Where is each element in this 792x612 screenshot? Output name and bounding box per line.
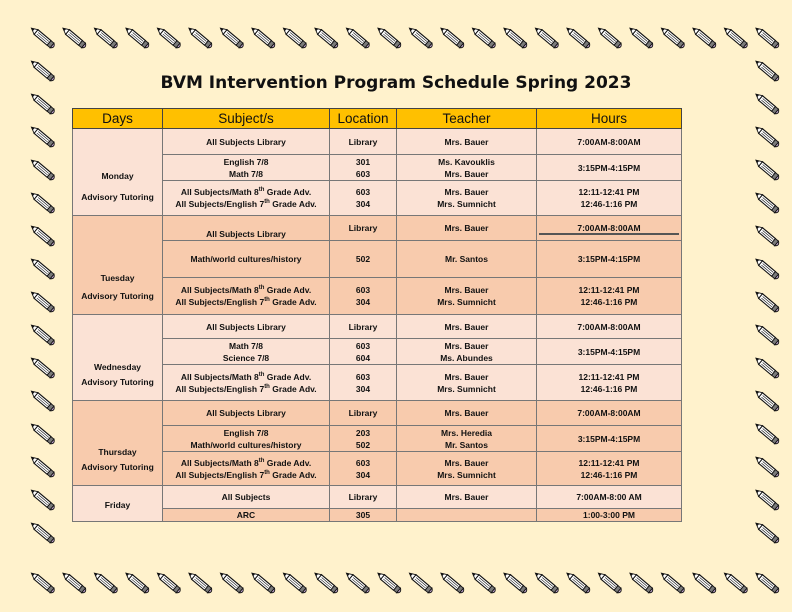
subject-cell: All Subjects/Math 8th Grade Adv. All Subjects/English 7th Grade Adv.: [163, 278, 330, 315]
header-location: Location: [330, 109, 397, 129]
pencil-icon: [754, 158, 780, 181]
teacher-cell: Mrs. Bauer Ms. Abundes: [397, 339, 537, 365]
pencil-icon: [29, 290, 55, 313]
table-row: [73, 401, 682, 426]
subject-cell: English 7/8 Math 7/8: [163, 155, 330, 181]
location-cell: Library: [330, 401, 397, 426]
pencil-icon: [61, 26, 87, 49]
pencil-icon: [565, 26, 591, 49]
hours-cell: 7:00AM-8:00AM: [537, 216, 682, 241]
pencil-icon: [754, 191, 780, 214]
pencil-icon: [502, 26, 528, 49]
day-label: Friday: [104, 500, 131, 510]
hours-cell: 7:00AM-8:00AM: [537, 401, 682, 426]
subject-cell: English 7/8 Math/world cultures/history: [163, 426, 330, 452]
pencil-icon: [470, 571, 496, 594]
pencil-icon: [313, 571, 339, 594]
location-cell: 203 502: [330, 426, 397, 452]
pencil-icon: [470, 26, 496, 49]
pencil-icon: [29, 257, 55, 280]
pencil-icon: [29, 191, 55, 214]
pencil-icon: [754, 488, 780, 511]
pencil-icon: [250, 571, 276, 594]
location-cell: Library: [330, 486, 397, 509]
teacher-cell: Mr. Santos: [397, 241, 537, 278]
table-row: [73, 315, 682, 339]
advisory-label: Advisory Tutoring: [81, 291, 154, 301]
subject-cell: Math 7/8 Science 7/8: [163, 339, 330, 365]
pencil-icon: [218, 26, 244, 49]
subject-cell: All Subjects/Math 8th Grade Adv. All Subjects/English 7th Grade Adv.: [163, 452, 330, 486]
pencil-icon: [754, 455, 780, 478]
header-subjects: Subject/s: [163, 109, 330, 129]
location-cell: Library: [330, 129, 397, 155]
pencil-icon: [722, 26, 748, 49]
pencil-icon: [155, 26, 181, 49]
pencil-icon: [754, 521, 780, 544]
pencil-icon: [29, 125, 55, 148]
pencil-icon: [691, 571, 717, 594]
location-cell: 603 304: [330, 365, 397, 401]
pencil-icon: [29, 571, 55, 594]
teacher-cell: Mrs. Bauer: [397, 129, 537, 155]
pencil-icon: [754, 389, 780, 412]
pencil-icon: [754, 571, 780, 594]
pencil-icon: [502, 571, 528, 594]
advisory-label: Advisory Tutoring: [81, 462, 154, 472]
pencil-icon: [754, 92, 780, 115]
teacher-cell: Mrs. Bauer: [397, 401, 537, 426]
pencil-icon: [61, 571, 87, 594]
pencil-icon: [92, 571, 118, 594]
pencil-icon: [439, 26, 465, 49]
pencil-icon: [754, 422, 780, 445]
pencil-icon: [533, 571, 559, 594]
location-cell: 603 604: [330, 339, 397, 365]
pencil-icon: [124, 571, 150, 594]
table-row: [73, 181, 682, 216]
pencil-icon: [407, 571, 433, 594]
table-row: [73, 509, 682, 522]
teacher-cell: Mrs. Bauer Mrs. Sumnicht: [397, 181, 537, 216]
pencil-icon: [187, 26, 213, 49]
hours-cell: 7:00AM-8:00AM: [537, 315, 682, 339]
header-days: Days: [73, 109, 163, 129]
pencil-icon: [92, 26, 118, 49]
table-row: [73, 365, 682, 401]
pencil-icon: [376, 26, 402, 49]
pencil-icon: [691, 26, 717, 49]
table-row: [73, 129, 682, 155]
teacher-cell: [397, 509, 537, 522]
day-label: Monday: [101, 170, 134, 181]
pencil-icon: [250, 26, 276, 49]
pencil-icon: [754, 290, 780, 313]
subject-cell: All Subjects Library: [163, 401, 330, 426]
table-row: [73, 486, 682, 509]
location-cell: 603 304: [330, 452, 397, 486]
teacher-cell: Mrs. Bauer: [397, 216, 537, 241]
pencil-icon: [439, 571, 465, 594]
table-row: [73, 216, 682, 241]
advisory-label: Advisory Tutoring: [81, 192, 154, 202]
teacher-cell: Mrs. Bauer Mrs. Sumnicht: [397, 365, 537, 401]
pencil-icon: [659, 26, 685, 49]
hours-cell: 7:00AM-8:00AM: [537, 129, 682, 155]
pencil-icon: [344, 571, 370, 594]
pencil-icon: [29, 356, 55, 379]
hours-cell: 3:15PM-4:15PM: [537, 155, 682, 181]
pencil-icon: [754, 26, 780, 49]
table-row: [73, 339, 682, 365]
day-cell-friday: [73, 486, 163, 522]
table-row: [73, 155, 682, 181]
pencil-icon: [659, 571, 685, 594]
teacher-cell: Mrs. Bauer Mrs. Sumnicht: [397, 452, 537, 486]
pencil-icon: [754, 257, 780, 280]
pencil-icon: [628, 571, 654, 594]
hours-cell: 12:11-12:41 PM 12:46-1:16 PM: [537, 278, 682, 315]
hours-cell: 3:15PM-4:15PM: [537, 339, 682, 365]
hours-cell: 1:00-3:00 PM: [537, 509, 682, 522]
pencil-icon: [29, 158, 55, 181]
subject-cell: All Subjects Library: [163, 129, 330, 155]
subject-cell: ARC: [163, 509, 330, 522]
subject-cell: All Subjects/Math 8th Grade Adv. All Subjects/English 7th Grade Adv.: [163, 365, 330, 401]
day-label: Wednesday: [93, 361, 142, 372]
location-cell: 305: [330, 509, 397, 522]
subject-cell: All Subjects/Math 8th Grade Adv. All Subjects/English 7th Grade Adv.: [163, 181, 330, 216]
pencil-icon: [29, 422, 55, 445]
location-cell: 603 304: [330, 181, 397, 216]
pencil-icon: [29, 455, 55, 478]
day-cell-wednesday: [73, 315, 163, 401]
table-row: [73, 278, 682, 315]
location-cell: 502: [330, 241, 397, 278]
pencil-icon: [187, 571, 213, 594]
location-cell: Library: [330, 216, 397, 241]
pencil-icon: [565, 571, 591, 594]
subject-cell: All Subjects: [163, 486, 330, 509]
teacher-cell: Mrs. Heredia Mr. Santos: [397, 426, 537, 452]
subject-cell: All Subjects Library: [163, 315, 330, 339]
table-row: [73, 426, 682, 452]
advisory-label: Advisory Tutoring: [81, 377, 154, 387]
pencil-icon: [281, 26, 307, 49]
pencil-icon: [754, 356, 780, 379]
day-cell-thursday: [73, 401, 163, 486]
pencil-icon: [218, 571, 244, 594]
day-label: Thursday: [98, 447, 137, 457]
pencil-icon: [376, 571, 402, 594]
hours-cell: 12:11-12:41 PM 12:46-1:16 PM: [537, 365, 682, 401]
day-cell-tuesday: [73, 216, 163, 315]
pencil-icon: [596, 571, 622, 594]
teacher-cell: Mrs. Bauer: [397, 486, 537, 509]
subject-cell: All Subjects Library: [163, 216, 330, 241]
pencil-icon: [29, 92, 55, 115]
pencil-icon: [29, 488, 55, 511]
pencil-icon: [754, 224, 780, 247]
location-cell: 301 603: [330, 155, 397, 181]
pencil-icon: [754, 323, 780, 346]
subject-cell: Math/world cultures/history: [163, 241, 330, 278]
pencil-icon: [628, 26, 654, 49]
schedule-table: [72, 108, 682, 522]
location-cell: Library: [330, 315, 397, 339]
pencil-icon: [722, 571, 748, 594]
teacher-cell: Ms. Kavouklis Mrs. Bauer: [397, 155, 537, 181]
location-cell: 603 304: [330, 278, 397, 315]
hours-cell: 12:11-12:41 PM 12:46-1:16 PM: [537, 452, 682, 486]
pencil-icon: [29, 521, 55, 544]
hours-cell: 3:15PM-4:15PM: [537, 241, 682, 278]
day-label: Tuesday: [100, 272, 135, 283]
page-title: BVM Intervention Program Schedule Spring 2023: [160, 73, 632, 93]
header-row: [73, 109, 682, 129]
pencil-icon: [155, 571, 181, 594]
teacher-cell: Mrs. Bauer Mrs. Sumnicht: [397, 278, 537, 315]
header-hours: Hours: [537, 109, 682, 129]
pencil-icon: [29, 224, 55, 247]
pencil-icon: [344, 26, 370, 49]
header-teacher: Teacher: [397, 109, 537, 129]
pencil-icon: [281, 571, 307, 594]
pencil-icon: [407, 26, 433, 49]
pencil-icon: [29, 26, 55, 49]
hours-cell: 7:00AM-8:00 AM: [537, 486, 682, 509]
pencil-icon: [533, 26, 559, 49]
pencil-icon: [124, 26, 150, 49]
hours-cell: 3:15PM-4:15PM: [537, 426, 682, 452]
teacher-cell: Mrs. Bauer: [397, 315, 537, 339]
table-row: [73, 241, 682, 278]
hours-cell: 12:11-12:41 PM 12:46-1:16 PM: [537, 181, 682, 216]
pencil-icon: [596, 26, 622, 49]
pencil-icon: [754, 125, 780, 148]
pencil-icon: [29, 389, 55, 412]
pencil-icon: [313, 26, 339, 49]
table-row: [73, 452, 682, 486]
day-cell-monday: [73, 129, 163, 216]
pencil-icon: [29, 323, 55, 346]
